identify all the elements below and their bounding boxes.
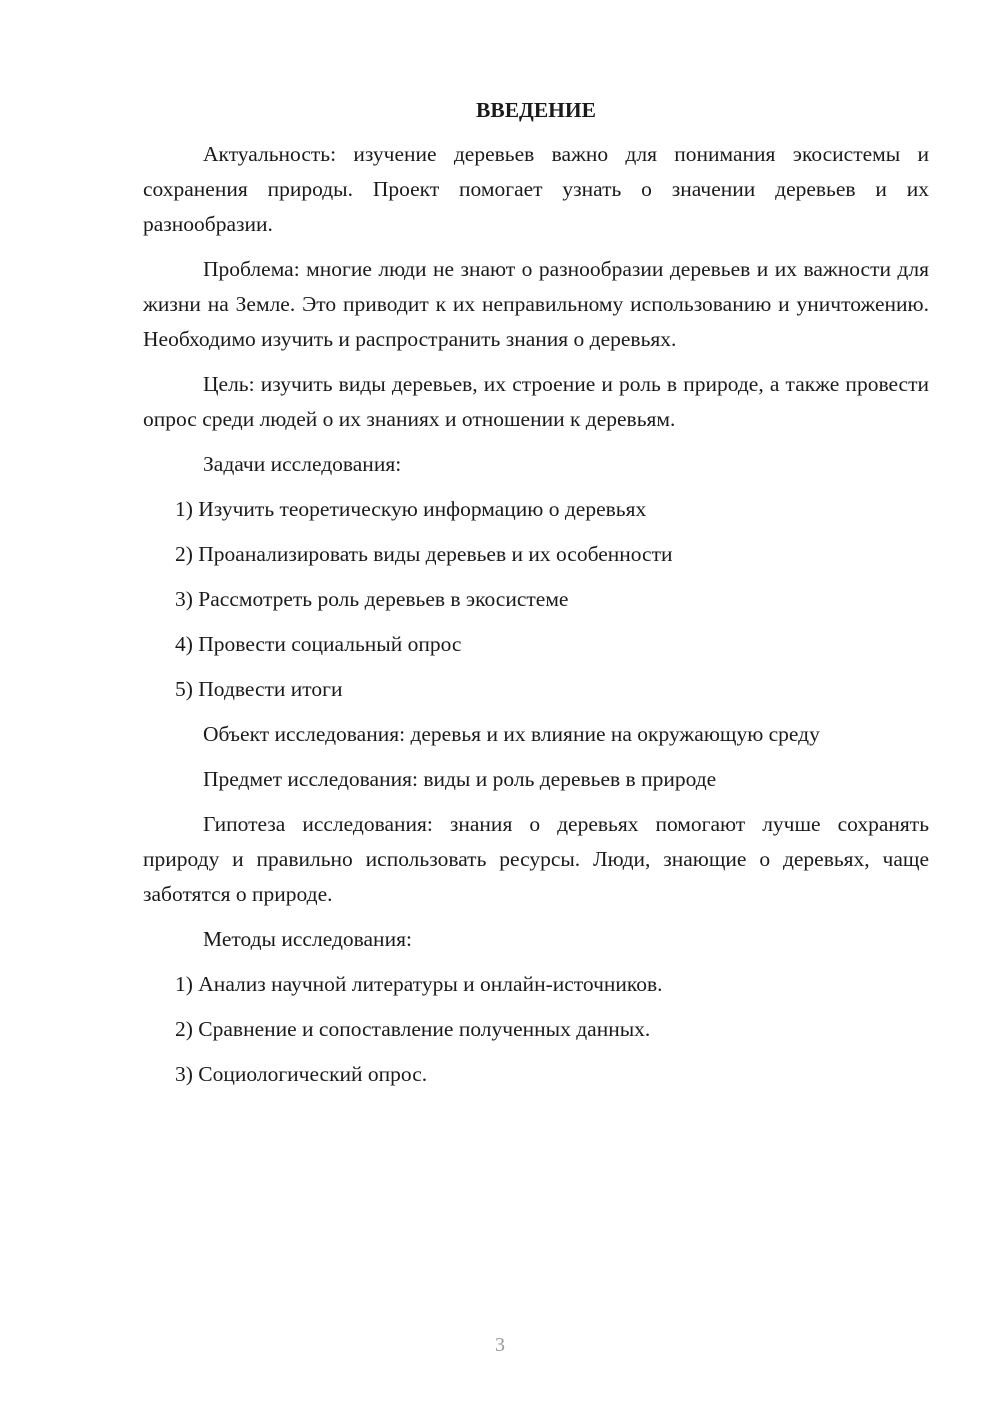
methods-label: Методы исследования: (203, 927, 412, 951)
task-item: 4) Провести социальный опрос (175, 632, 462, 656)
page-title: ВВЕДЕНИЕ (476, 98, 596, 122)
task-item: 2) Проанализировать виды деревьев и их особенности (175, 542, 673, 566)
method-item: 2) Сравнение и сопоставление полученных данных. (175, 1017, 651, 1041)
object-paragraph: Объект исследования: деревья и их влияние на окружающую среду (203, 722, 820, 746)
page-number: 3 (495, 1334, 505, 1356)
method-item: 3) Социологический опрос. (175, 1062, 428, 1086)
tasks-label: Задачи исследования: (203, 452, 402, 476)
method-item: 1) Анализ научной литературы и онлайн-источников. (175, 972, 663, 996)
tasks-list (143, 492, 929, 707)
goal-paragraph: Цель: изучить виды деревьев, их строение и роль в природе, а также провести опрос среди людей о их знаниях и отношении к деревьям. (143, 372, 929, 431)
subject-paragraph: Предмет исследования: виды и роль деревьев в природе (203, 767, 717, 791)
document-page (143, 92, 929, 1102)
problem-paragraph: Проблема: многие люди не знают о разнообразии деревьев и их важности для жизни на Земле. Это приводит к их неправильному использованию и уничтожению. Необходимо изучить и распространить знания о деревьях. (143, 257, 929, 351)
task-item: 1) Изучить теоретическую информацию о деревьях (175, 497, 647, 521)
task-item: 5) Подвести итоги (175, 677, 343, 701)
hypothesis-paragraph: Гипотеза исследования: знания о деревьях помогают лучше сохранять природу и правильно использовать ресурсы. Люди, знающие о деревьях, чаще заботятся о природе. (143, 812, 929, 906)
relevance-paragraph: Актуальность: изучение деревьев важно для понимания экосистемы и сохранения природы. Проект помогает узнать о значении деревьев и их разнообразии. (143, 142, 929, 236)
methods-list (143, 967, 929, 1092)
task-item: 3) Рассмотреть роль деревьев в экосистеме (175, 587, 569, 611)
